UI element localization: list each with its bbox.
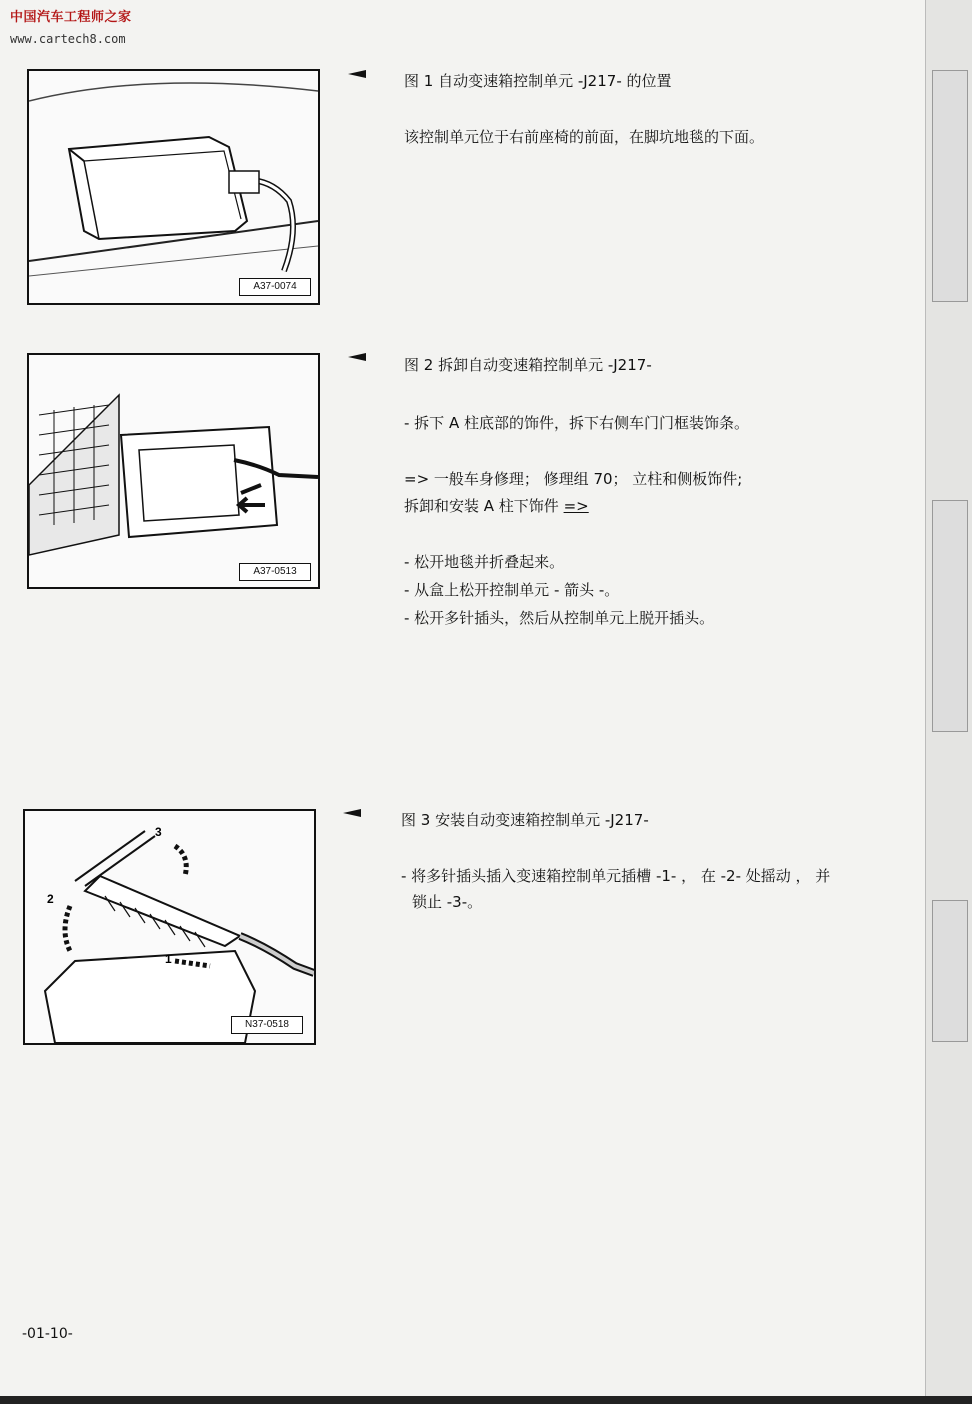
section-2-reference-line-1: => 一般车身修理； 修理组 70； 立柱和侧板饰件;	[404, 470, 743, 488]
section-2-reference-line-2	[404, 494, 589, 518]
watermark-site-name: 中国汽车工程师之家	[10, 10, 132, 25]
figure-1-label: A37-0074	[239, 278, 311, 296]
watermark-url: www.cartech8.com	[10, 32, 126, 46]
section-2-heading: 图 2 拆卸自动变速箱控制单元 -J217-	[404, 356, 652, 374]
figure-3-pointer-icon	[343, 809, 361, 817]
figure-1-illustration	[29, 71, 318, 303]
figure-3-label: N37-0518	[231, 1016, 303, 1034]
svg-text:1: 1	[165, 952, 172, 966]
section-2-step-3: - 从盒上松开控制单元 - 箭头 -。	[404, 581, 620, 599]
figure-3-image	[23, 809, 316, 1045]
section-3-step-1-line-1: - 将多针插头插入变速箱控制单元插槽 -1- ， 在 -2- 处摇动 ， 并	[401, 867, 831, 885]
scan-bottom-edge	[0, 1396, 972, 1404]
section-1-body: 该控制单元位于右前座椅的前面，在脚坑地毯的下面。	[404, 128, 765, 146]
section-2-step-2: - 松开地毯并折叠起来。	[404, 553, 565, 571]
section-2-step-1: - 拆下 A 柱底部的饰件，拆下右侧车门门框装饰条。	[404, 414, 749, 432]
page-number: -01-10-	[22, 1326, 73, 1342]
figure-2-label: A37-0513	[239, 563, 311, 581]
section-2-reference-text: 拆卸和安装 A 柱下饰件	[404, 497, 564, 515]
figure-3-illustration	[25, 811, 314, 1043]
figure-1-image	[27, 69, 320, 305]
figure-2-pointer-icon	[348, 353, 366, 361]
figure-1-pointer-icon	[348, 70, 366, 78]
section-2-step-4: - 松开多针插头，然后从控制单元上脱开插头。	[404, 609, 715, 627]
section-3-heading: 图 3 安装自动变速箱控制单元 -J217-	[401, 811, 649, 829]
section-1-heading: 图 1 自动变速箱控制单元 -J217- 的位置	[404, 72, 672, 90]
figure-2-illustration	[29, 355, 318, 587]
section-2-reference-link[interactable]: =>	[563, 497, 589, 515]
adjacent-page-edge	[925, 0, 972, 1404]
figure-2-image	[27, 353, 320, 589]
section-3-step-1-line-2: 锁止 -3-。	[412, 893, 483, 911]
svg-text:2: 2	[47, 892, 54, 906]
svg-text:3: 3	[155, 825, 162, 839]
